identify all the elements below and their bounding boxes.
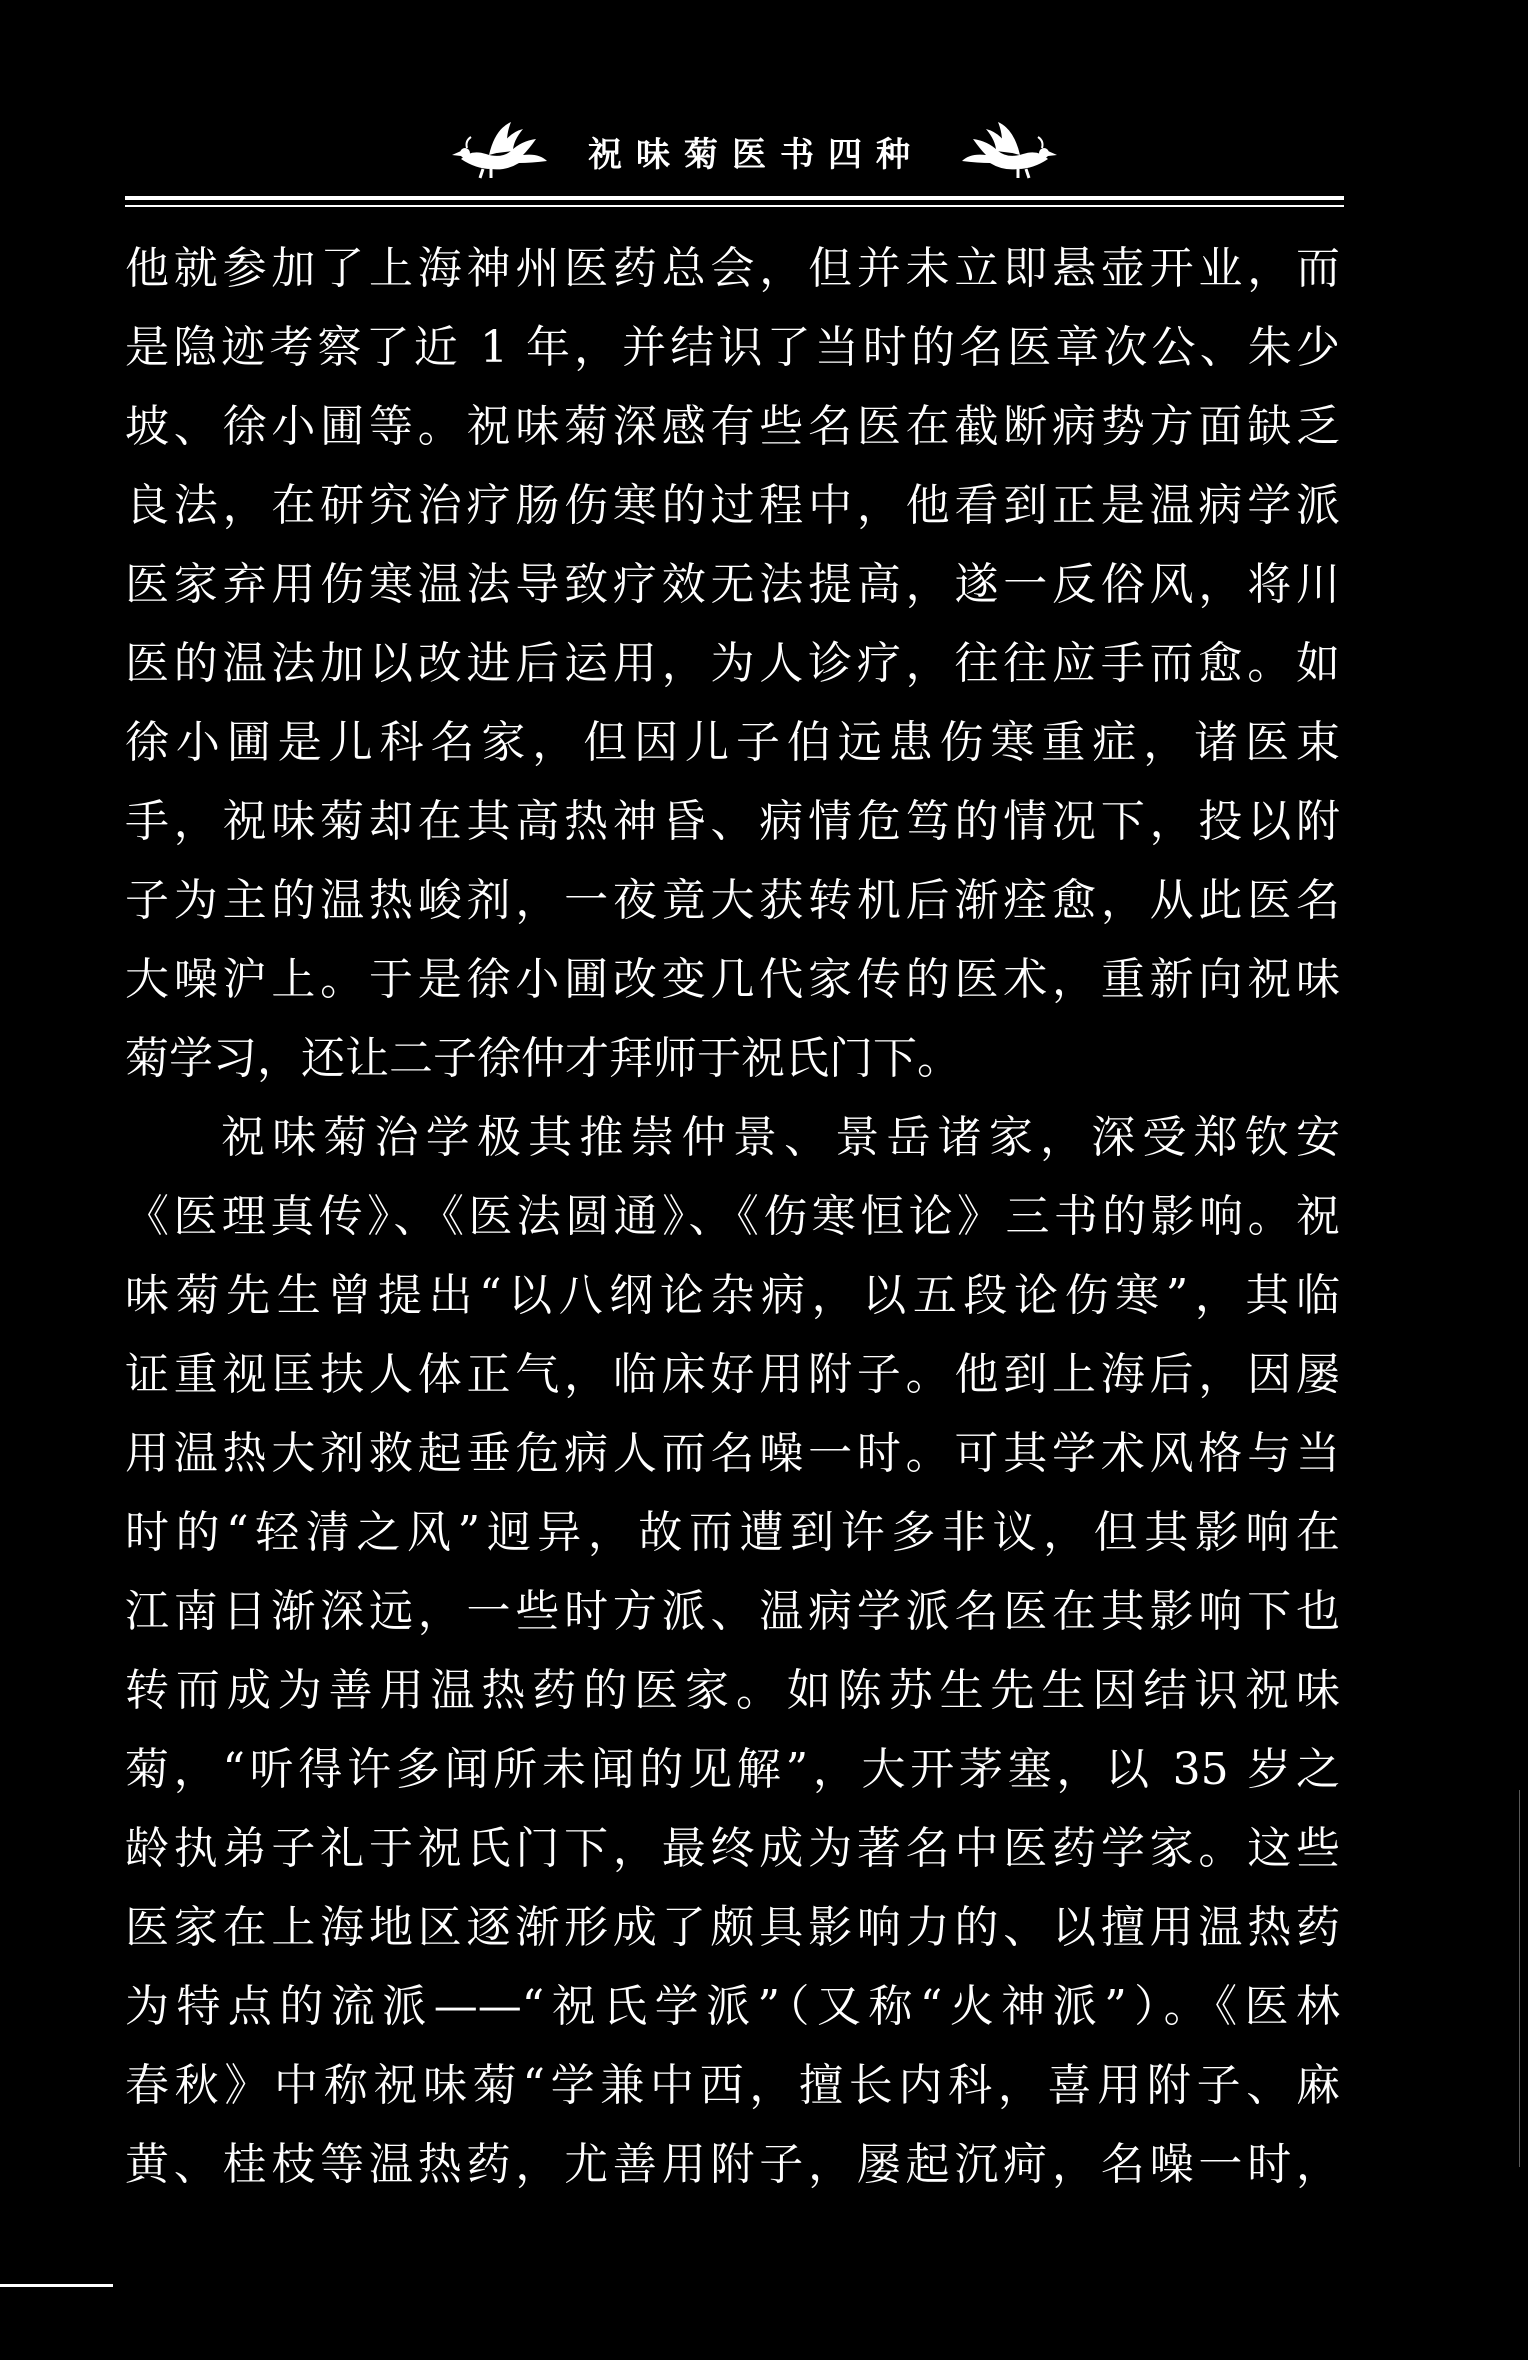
text-line: 春秋》中称祝味菊“学兼中西，擅长内科，喜用附子、麻	[125, 2060, 1340, 2111]
text-line: 他就参加了上海神州医药总会，但并未立即悬壶开业，而	[125, 243, 1340, 294]
footer-rule	[0, 2284, 113, 2287]
text-line: 手，祝味菊却在其高热神昏、病情危笃的情况下，投以附	[125, 796, 1340, 847]
text-line: 祝味菊治学极其推崇仲景、景岳诸家，深受郑钦安	[221, 1112, 1340, 1163]
header-rule-thin	[125, 205, 1344, 207]
text-line: 子为主的温热峻剂，一夜竟大获转机后渐痊愈，从此医名	[125, 875, 1340, 926]
text-line: 味菊先生曾提出“以八纲论杂病，以五段论伤寒”，其临	[125, 1270, 1340, 1321]
text-line: 良法，在研究治疗肠伤寒的过程中，他看到正是温病学派	[125, 480, 1340, 531]
text-line: 是隐迹考察了近 1 年，并结识了当时的名医章次公、朱少	[125, 322, 1340, 373]
text-line: 黄、桂枝等温热药，尤善用附子，屡起沉疴，名噪一时，	[125, 2139, 1340, 2190]
text-line: 《医理真传》、《医法圆通》、《伤寒恒论》三书的影响。祝	[125, 1191, 1340, 1242]
text-line: 医的温法加以改进后运用，为人诊疗，往往应手而愈。如	[125, 638, 1340, 689]
text-line: 龄执弟子礼于祝氏门下，最终成为著名中医药学家。这些	[125, 1823, 1340, 1874]
text-line: 证重视匡扶人体正气，临床好用附子。他到上海后，因屡	[125, 1349, 1340, 1400]
header-rule-thick	[125, 196, 1344, 200]
paragraph	[125, 229, 1340, 1098]
text-line: 坡、徐小圃等。祝味菊深感有些名医在截断病势方面缺乏	[125, 401, 1340, 452]
text-line: 为特点的流派——“祝氏学派”（又称“火神派”）。《医林	[125, 1981, 1340, 2032]
scan-edge-line	[1519, 1790, 1520, 2167]
page-body	[125, 229, 1340, 2204]
text-line: 菊学习，还让二子徐仲才拜师于祝氏门下。	[125, 1033, 961, 1084]
text-line: 菊，“听得许多闻所未闻的见解”，大开茅塞，以 35 岁之	[125, 1744, 1340, 1795]
running-header-title: 祝味菊医书四种	[588, 135, 924, 175]
phoenix-ornament-icon	[451, 116, 551, 182]
paragraph	[125, 1098, 1340, 2204]
text-line: 医家在上海地区逐渐形成了颇具影响力的、以擅用温热药	[125, 1902, 1340, 1953]
text-line: 医家弃用伤寒温法导致疗效无法提高，遂一反俗风，将川	[125, 559, 1340, 610]
text-line: 用温热大剂救起垂危病人而名噪一时。可其学术风格与当	[125, 1428, 1340, 1479]
phoenix-ornament-icon	[958, 116, 1058, 182]
text-line: 时的“轻清之风”迥异，故而遭到许多非议，但其影响在	[125, 1507, 1340, 1558]
text-line: 大噪沪上。于是徐小圃改变几代家传的医术，重新向祝味	[125, 954, 1340, 1005]
text-line: 徐小圃是儿科名家，但因儿子伯远患伤寒重症，诸医束	[125, 717, 1340, 768]
text-line: 江南日渐深远，一些时方派、温病学派名医在其影响下也	[125, 1586, 1340, 1637]
text-line: 转而成为善用温热药的医家。如陈苏生先生因结识祝味	[125, 1665, 1340, 1716]
